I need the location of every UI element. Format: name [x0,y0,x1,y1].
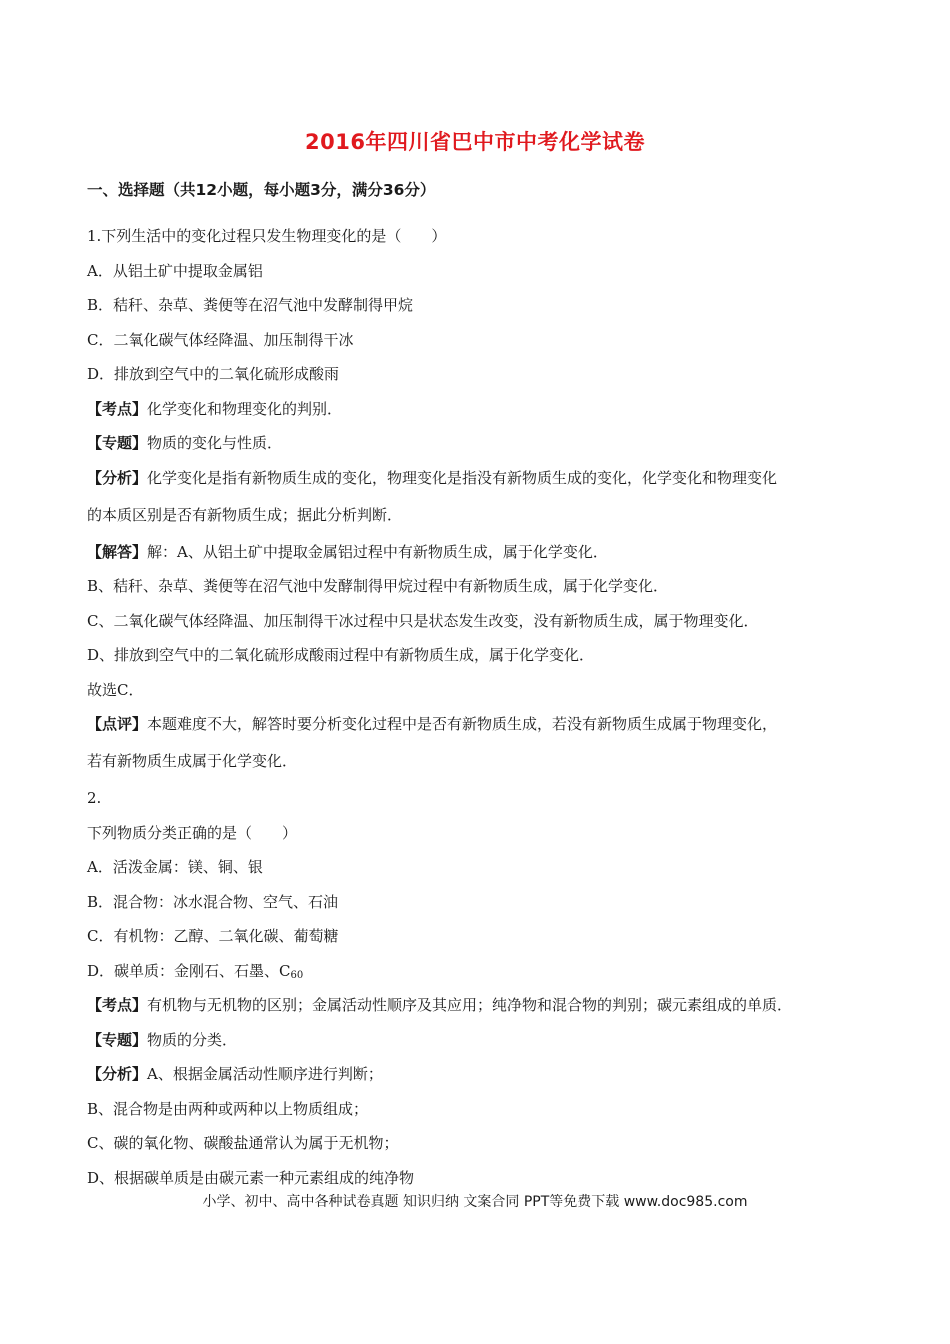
jieda-label: 【解答】 [87,542,148,561]
option-d-subscript: 60 [290,969,304,981]
question-1-jieda-d: D、排放到空气中的二氧化硫形成酸雨过程中有新物质生成，属于化学变化． [87,646,595,664]
question-2-kaodian [87,992,877,1027]
question-2-zhuanti [87,1027,877,1062]
fenxi-label: 【分析】 [87,1065,148,1083]
kaodian-label: 【考点】 [87,399,148,418]
dianping-label: 【点评】 [87,715,148,733]
document-body [87,223,877,1197]
question-1-answer: 故选C． [87,680,144,699]
question-1-jieda-c: C、二氧化碳气体经降温、加压制得干冰过程中只是状态发生改变，没有新物质生成，属于物理变化． [87,611,759,630]
fenxi-text: 化学变化是指有新物质生成的变化，物理变化是指没有新物质生成的变化，化学变化和物理变化 [147,468,778,487]
question-2-option-a: A．活泼金属：镁、铜、银 [87,858,263,876]
question-1-option-c: C．二氧化碳气体经降温、加压制得干冰 [87,330,354,349]
question-1-jieda-b: B、秸秆、杂草、粪便等在沼气池中发酵制得甲烷过程中有新物质生成，属于化学变化． [87,577,669,595]
fenxi-label: 【分析】 [87,468,148,487]
question-1-option-b: B．秸秆、杂草、粪便等在沼气池中发酵制得甲烷 [87,296,414,314]
zhuanti-text: 物质的分类． [147,1030,238,1049]
kaodian-text: 有机物与无机物的区别；金属活动性顺序及其应用；纯净物和混合物的判别；碳元素组成的单质． [147,996,793,1014]
kaodian-label: 【考点】 [87,996,148,1014]
question-2-number: 2. [87,789,102,807]
dianping-text: 本题难度不大，解答时要分析变化过程中是否有新物质生成，若没有新物质生成属于物理变化， [147,715,778,733]
question-1-fenxi [87,465,877,502]
question-1-zhuanti [87,430,877,465]
page-title: 2016年四川省巴中市中考化学试卷 [305,130,645,154]
question-2-option-b: B．混合物：冰水混合物、空气、石油 [87,892,339,911]
question-1-stem: 1.下列生活中的变化过程只发生物理变化的是（ ） [87,227,447,245]
zhuanti-text: 物质的变化与性质． [147,434,283,452]
section-heading: 一、选择题（共12小题，每小题3分，满分36分） [87,181,436,199]
question-1-jieda [87,539,877,574]
question-1-dianping-cont: 若有新物质生成属于化学变化． [87,752,298,770]
jieda-text: 解：A、从铝土矿中提取金属铝过程中有新物质生成，属于化学变化． [147,542,608,561]
zhuanti-label: 【专题】 [87,1030,148,1049]
question-1-option-a: A．从铝土矿中提取金属铝 [87,261,263,280]
question-2-fenxi-d: D、根据碳单质是由碳元素一种元素组成的纯净物 [87,1168,415,1187]
question-1-option-d: D．排放到空气中的二氧化硫形成酸雨 [87,365,340,383]
question-2-fenxi-c: C、碳的氧化物、碳酸盐通常认为属于无机物； [87,1134,399,1152]
question-1-kaodian [87,396,877,431]
kaodian-text: 化学变化和物理变化的判别． [147,399,343,418]
page-footer: 小学、初中、高中各种试卷真题 知识归纳 文案合同 PPT等免费下载 www.doc985.com [202,1194,748,1210]
zhuanti-label: 【专题】 [87,434,148,452]
question-2-stem: 下列物质分类正确的是（ ） [87,823,298,842]
question-2-option-d [87,958,877,993]
question-1-dianping [87,711,877,748]
question-1-fenxi-cont: 的本质区别是否有新物质生成；据此分析判断． [87,505,403,524]
question-2-fenxi [87,1061,877,1096]
option-d-text: D．碳单质：金刚石、石墨、C [87,961,291,980]
question-2-option-c: C．有机物：乙醇、二氧化碳、葡萄糖 [87,927,339,945]
fenxi-text: A、根据金属活动性顺序进行判断； [147,1065,383,1083]
question-2-fenxi-b: B、混合物是由两种或两种以上物质组成； [87,1099,369,1118]
